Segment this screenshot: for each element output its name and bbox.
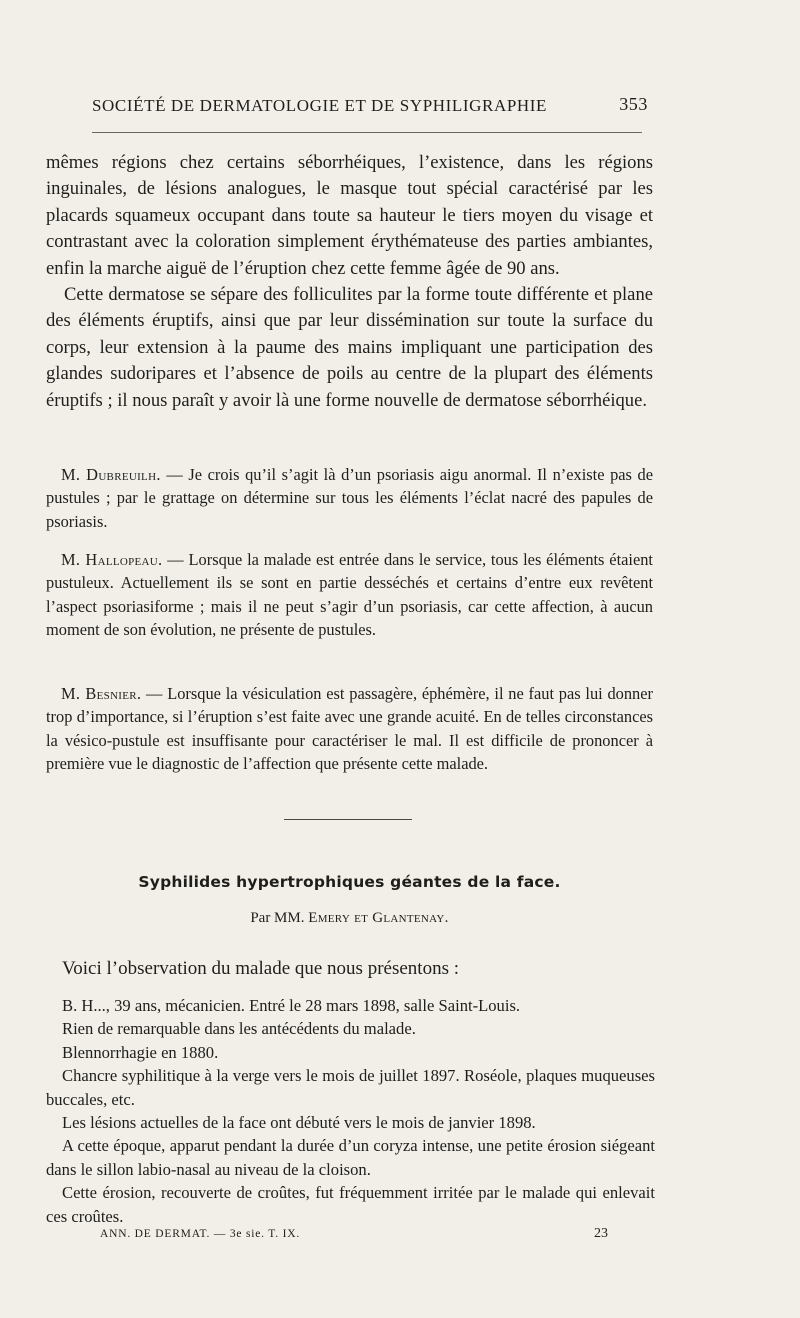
running-head-title: SOCIÉTÉ DE DERMATOLOGIE ET DE SYPHILIGRAPHIE: [92, 96, 548, 115]
byline-prefix: Par MM.: [250, 910, 309, 926]
observation-line: A cette époque, apparut pendant la durée d’un coryza intense, une petite érosion siégeant dans le sillon labio-nasal au niveau de la cloison.: [46, 1136, 655, 1179]
statement-text: — Lorsque la malade est entrée dans le service, tous les éléments étaient pustuleux. Actuellement ils se sont en partie desséchés et certains d’entre eux revêtent l’aspect psoriasiforme ; mais il ne peut s’agir d’un psoriasis, car cette affection, à aucun moment de son évolution, ne présente de pustules.: [46, 550, 653, 640]
article-byline: [46, 910, 653, 927]
page-number: 353: [619, 94, 648, 114]
statement-paragraph: [46, 463, 653, 533]
statement-paragraph: [46, 548, 653, 642]
speaker-name: M. Besnier.: [61, 684, 142, 703]
statement-hallopeau: [46, 548, 653, 642]
observation-line: Les lésions actuelles de la face ont débuté vers le mois de janvier 1898.: [62, 1113, 536, 1133]
article-title: Syphilides hypertrophiques géantes de la face.: [138, 873, 561, 891]
observation-line: Blennorrhagie en 1880.: [62, 1042, 219, 1062]
observation-line: B. H..., 39 ans, mécanicien. Entré le 28 mars 1898, salle Saint-Louis.: [62, 996, 521, 1015]
article-intro: Voici l’observation du malade que nous présentons :: [62, 958, 459, 979]
observation-text: [46, 994, 655, 1228]
header-rule: [92, 132, 642, 133]
observation-line: Chancre syphilitique à la verge vers le mois de juillet 1897. Roséole, plaques muqueuses buccales, etc.: [46, 1066, 655, 1109]
statement-dubreuilh: [46, 463, 653, 533]
observation-line: Rien de remarquable dans les antécédents du malade.: [62, 1019, 416, 1039]
statement-besnier: [46, 682, 653, 776]
statement-paragraph: [46, 682, 653, 776]
section-divider: [284, 819, 412, 820]
footer-signature-mark: 23: [594, 1226, 608, 1241]
byline-authors: Emery et Glantenay.: [308, 910, 449, 926]
statement-text: — Lorsque la vésiculation est passagère, éphémère, il ne faut pas lui donner trop d’importance, si l’éruption s’est faite avec une grande acuité. En de telles circonstances la vésico-pustule est insuffisante pour caractériser le mal. Il est difficile de prononcer à première vue le diagnostic de l’affection que présente cette malade.: [46, 684, 653, 774]
footer-journal: ANN. DE DERMAT. — 3e sie. T. IX.: [100, 1228, 300, 1240]
statement-text: — Je crois qu’il s’agit là d’un psoriasis aigu anormal. Il n’existe pas de pustules ; par le grattage on détermine sur tous les éléments l’éclat nacré des papules de psoriasis.: [46, 465, 653, 531]
speaker-name: M. Dubreuilh.: [61, 465, 161, 484]
speaker-name: M. Hallopeau.: [61, 550, 163, 569]
body-text: [46, 150, 653, 414]
paragraph-continued: mêmes régions chez certains séborrhéiques, l’existence, dans les régions inguinales, de lésions analogues, le masque tout spécial caractérisé par les placards squameux occupant dans toute sa hauteur le tiers moyen du visage et contrastant avec la coloration simplement érythémateuse des parties ambiantes, enfin la marche aiguë de l’éruption chez cette femme âgée de 90 ans.: [46, 152, 653, 279]
paragraph-dermatose: Cette dermatose se sépare des folliculites par la forme toute différente et plane des éléments éruptifs, ainsi que par leur dissémination sur toute la surface du corps, leur extension à la paume des mains impliquant une participation des glandes sudoripares et l’absence de poils au centre de la plupart des éléments éruptifs ; il nous paraît y avoir là une forme nouvelle de dermatose séborrhéique.: [46, 284, 653, 411]
observation-line: Cette érosion, recouverte de croûtes, fut fréquemment irritée par le malade qui enlevait ces croûtes.: [46, 1183, 655, 1226]
